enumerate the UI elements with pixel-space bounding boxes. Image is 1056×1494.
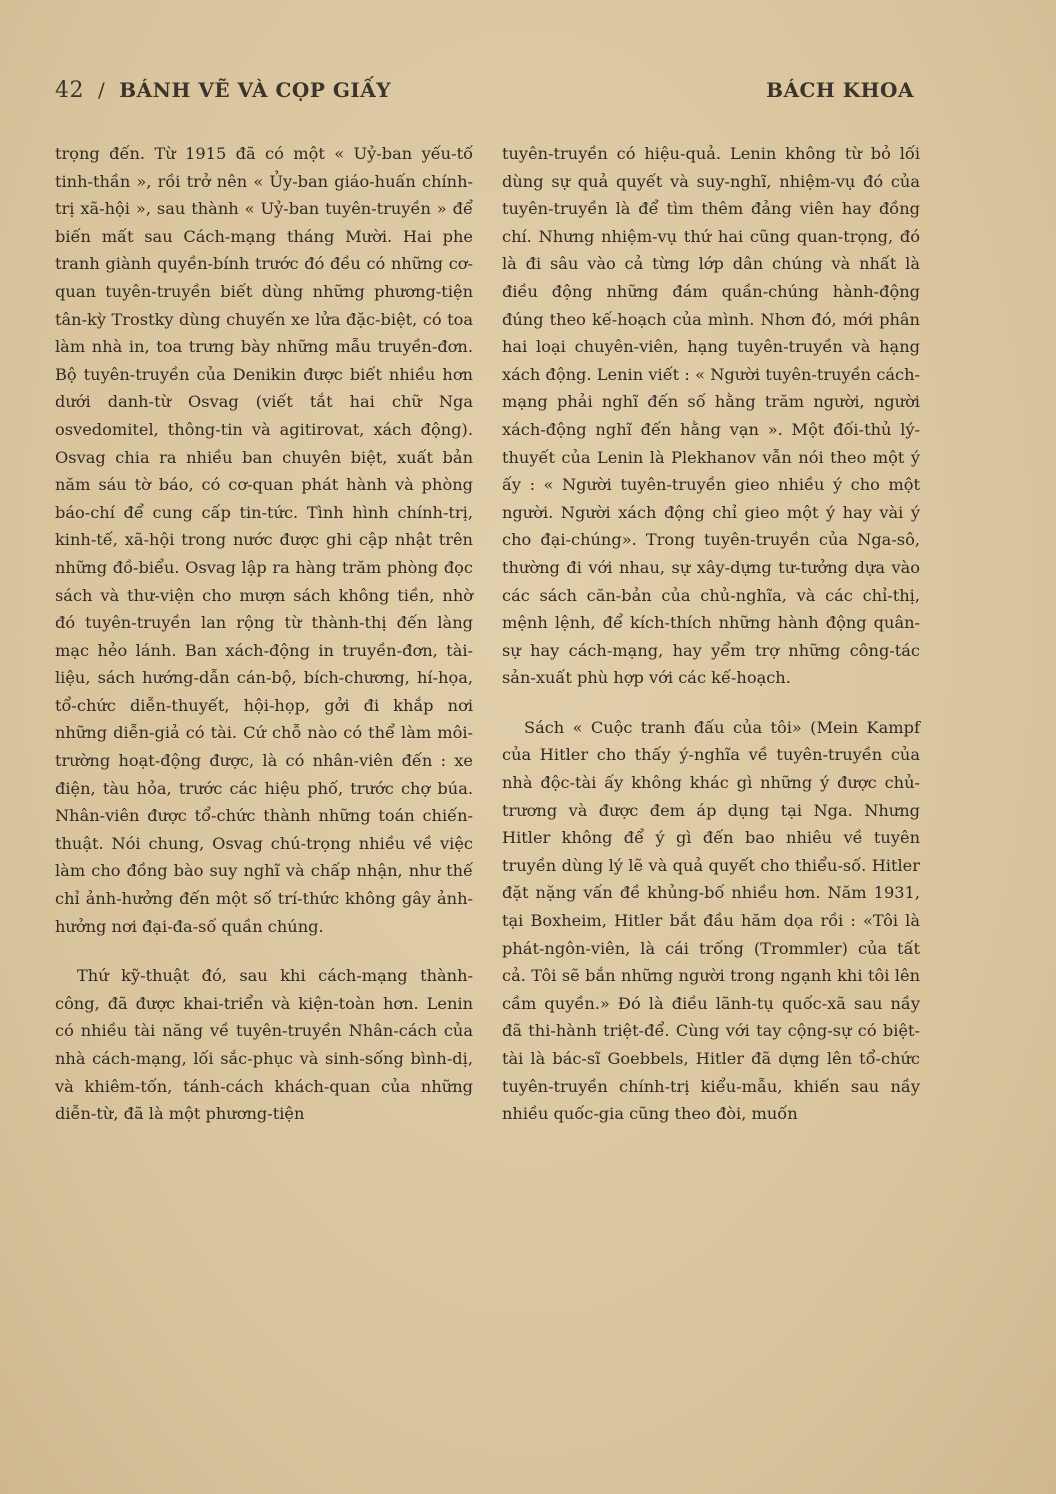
section-title: BÁNH VẼ VÀ CỌP GIẤY xyxy=(119,78,392,102)
header-left xyxy=(55,78,391,103)
left-column xyxy=(55,140,473,1128)
header-separator: / xyxy=(98,78,106,102)
page-number: 42 xyxy=(55,77,84,103)
left-paragraph-2: Thứ kỹ-thuật đó, sau khi cách-mạng thành-công, đã được khai-triển và kiện-toàn hơn. Lenin có nhiều tài năng về tuyên-truyền Nhân-cách của nhà cách-mạng, lối sắc-phục và sinh-sống bình-dị, và khiêm-tốn, tánh-cách khách-quan của những diễn-từ, đã là một phương-tiện xyxy=(55,966,473,1124)
right-column xyxy=(502,140,920,1128)
page-header xyxy=(55,70,914,110)
left-paragraph-1: trọng đến. Từ 1915 đã có một « Uỷ-ban yếu-tố tinh-thần », rồi trở nên « Ủy-ban giáo-huấn chính-trị xã-hội », sau thành « Uỷ-ban tuyên-truyền » để biến mất sau Cách-mạng tháng Mười. Hai phe tranh giành quyền-bính trước đó đều có những cơ-quan tuyên-truyền biết dùng những phương-tiện tân-kỳ Trostky dùng chuyến xe lửa đặc-biệt, có toa làm nhà in, toa trưng bày những mẫu truyền-đơn. Bộ tuyên-truyền của Denikin được biết nhiều hơn dưới danh-từ Osvag (viết tắt hai chữ Nga osvedomitel, thông-tin và agitirovat, xách động). Osvag chia ra nhiều ban chuyên biệt, xuất bản năm sáu tờ báo, có cơ-quan phát hành và phòng báo-chí để cung cấp tin-tức. Tình hình chính-trị, kinh-tế, xã-hội trong nước được ghi cập nhật trên những đồ-biểu. Osvag lập ra hàng trăm phòng đọc sách và thư-viện cho mượn sách không tiền, nhờ đó tuyên-truyền lan rộng từ thành-thị đến làng mạc hẻo lánh. Ban xách-động in truyền-đơn, tài-liệu, sách hướng-dẫn cán-bộ, bích-chương, hí-họa, tổ-chức diễn-thuyết, hội-họp, gởi đi khắp nơi những diễn-giả có tài. Cứ chỗ nào có thể làm môi-trường hoạt-động được, là có nhân-viên đến : xe điện, tàu hỏa, trước các hiệu phố, trước chợ búa. Nhân-viên được tổ-chức thành những toán chiến-thuật. Nói chung, Osvag chú-trọng nhiều về việc làm cho đồng bào suy nghĩ và chấp nhận, như thế chỉ ảnh-hưởng đến một số trí-thức không gây ảnh-hưởng nơi đại-đa-số quần chúng. xyxy=(55,144,473,936)
right-paragraph-1: tuyên-truyền có hiệu-quả. Lenin không từ bỏ lối dùng sự quả quyết và suy-nghĩ, nhiệm-vụ đó của tuyên-truyền là để tìm thêm đảng viên hay đồng chí. Nhưng nhiệm-vụ thứ hai cũng quan-trọng, đó là đi sâu vào cả từng lớp dân chúng và nhất là điều động những đám quần-chúng hành-động đúng theo kế-hoạch của mình. Nhơn đó, mới phân hai loại chuyên-viên, hạng tuyên-truyền và hạng xách động. Lenin viết : « Người tuyên-truyền cách-mạng phải nghĩ đến số hằng trăm người, người xách-động nghĩ đến hằng vạn ». Một đối-thủ lý-thuyết của Lenin là Plekhanov vẫn nói theo một ý ấy : « Người tuyên-truyền gieo nhiều ý cho một người. Người xách động chỉ gieo một ý hay vài ý cho đại-chúng». Trong tuyên-truyền của Nga-sô, thường đi với nhau, sự xây-dựng tư-tưởng dựa vào các sách căn-bản của chủ-nghĩa, và các chỉ-thị, mệnh lệnh, để kích-thích những hành động quân-sự hay cách-mạng, hay yểm trợ những công-tác sản-xuất phù hợp với các kế-hoạch. xyxy=(502,144,920,688)
magazine-name: BÁCH KHOA xyxy=(766,78,914,102)
right-paragraph-2: Sách « Cuộc tranh đấu của tôi» (Mein Kampf của Hitler cho thấy ý-nghĩa về tuyên-truyền của nhà độc-tài ấy không khác gì những ý được chủ-trương và được đem áp dụng tại Nga. Nhưng Hitler không để ý gì đến bao nhiêu về tuyên truyền dùng lý lẽ và quả quyết cho thiểu-số. Hitler đặt nặng vấn đề khủng-bố nhiều hơn. Năm 1931, tại Boxheim, Hitler bắt đầu hăm dọa rồi : «Tôi là phát-ngôn-viên, là cái trống (Trommler) của tất cả. Tôi sẽ bắn những người trong ngạnh khi tôi lên cầm quyền.» Đó là điều lãnh-tụ quốc-xã sau nầy đã thi-hành triệt-để. Cùng với tay cộng-sự có biệt-tài là bác-sĩ Goebbels, Hitler đã dựng lên tổ-chức tuyên-truyền chính-trị kiểu-mẫu, khiến sau nầy nhiều quốc-gia cũng theo đòi, muốn xyxy=(502,717,920,1124)
